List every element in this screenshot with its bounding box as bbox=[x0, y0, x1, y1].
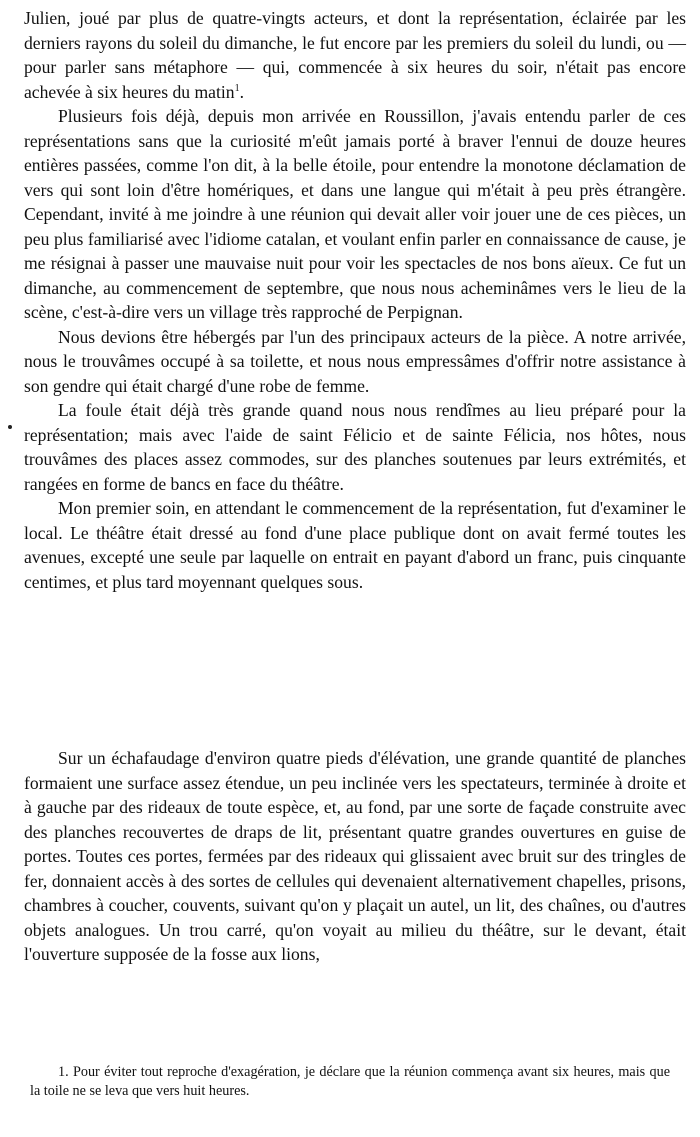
footnote bbox=[30, 1063, 670, 1101]
main-text-block bbox=[24, 6, 686, 594]
paragraph: Mon premier soin, en attendant le commencement de la représentation, fut d'examiner le local. Le théâtre était dressé au fond d'une place publique dont on avait fermé toutes les avenues, excepté une seule par laquelle on entrait en payant d'abord un franc, puis cinquante centimes, et plus tard moyennant quelques sous. bbox=[24, 498, 686, 592]
paragraph: La foule était déjà très grande quand nous nous rendîmes au lieu préparé pour la représentation; mais avec l'aide de saint Félicio et de sainte Félicia, nos hôtes, nous trouvâmes des places assez commodes, sur des planches soutenues par leurs extrémités, et rangées en forme de bancs en face du théâtre. bbox=[24, 400, 686, 494]
paragraph-text: Julien, joué par plus de quatre-vingts acteurs, et dont la représentation, éclairée par les derniers rayons du soleil du dimanche, le fut encore par les premiers du soleil du lundi, ou — pour parler sans métaphore — qui, commencée à six heures du soir, n'était pas encore achevée à six heures du matin bbox=[24, 8, 686, 102]
paragraph-continued bbox=[24, 6, 686, 104]
footnote-marker: 1. bbox=[58, 1064, 69, 1080]
footnote-reference: 1 bbox=[234, 82, 240, 94]
second-text-block bbox=[24, 746, 686, 967]
paragraph: Sur un échafaudage d'environ quatre pieds d'élévation, une grande quantité de planches formaient une surface assez étendue, un peu inclinée vers les spectateurs, terminée à droite et à gauche par des rideaux de toute espèce, et, au fond, par une sorte de façade construite avec des planches recouvertes de draps de lit, présentant quatre grandes ouvertures en guise de portes. Toutes ces portes, fermées par des rideaux qui glissaient avec bruit sur des tringles de fer, donnaient accès à des sortes de cellules qui devenaient alternativement chapelles, prisons, chambres à coucher, couvents, suivant qu'on y plaçait un autel, un lit, des chaînes, ou d'autres objets analogues. Un trou carré, qu'on voyait au milieu du théâtre, sur le devant, était l'ouverture supposée de la fosse aux lions, bbox=[24, 748, 686, 964]
paragraph: Plusieurs fois déjà, depuis mon arrivée en Roussillon, j'avais entendu parler de ces représentations sans que la curiosité m'eût jamais porté à braver l'ennui de douze heures entières passées, comme l'on dit, à la belle étoile, pour entendre la monotone déclamation de vers qui sont loin d'être homériques, et dans une langue qui m'était à peu près étrangère. Cependant, invité à me joindre à une réunion qui devait aller voir jouer une de ces pièces, un peu plus familiarisé avec l'idiome catalan, et voulant enfin parler en connaissance de cause, je me résignai à passer une mauvaise nuit pour voir les spectacles de nos bons aïeux. Ce fut un dimanche, au commencement de septembre, que nous nous acheminâmes vers le lieu de la scène, c'est-à-dire vers un village très rapproché de Perpignan. bbox=[24, 106, 686, 322]
paragraph: Nous devions être hébergés par l'un des principaux acteurs de la pièce. A notre arrivée, nous le trouvâmes occupé à sa toilette, et nous nous empressâmes d'offrir notre assistance à son gendre qui était chargé d'une robe de femme. bbox=[24, 326, 686, 396]
stray-ink-dot bbox=[8, 425, 12, 429]
footnote-text: Pour éviter tout reproche d'exagération, je déclare que la réunion commença avant six heures, mais que la toile ne se leva que vers huit heures. bbox=[30, 1064, 670, 1099]
paragraph-end-punctuation: . bbox=[239, 81, 244, 102]
